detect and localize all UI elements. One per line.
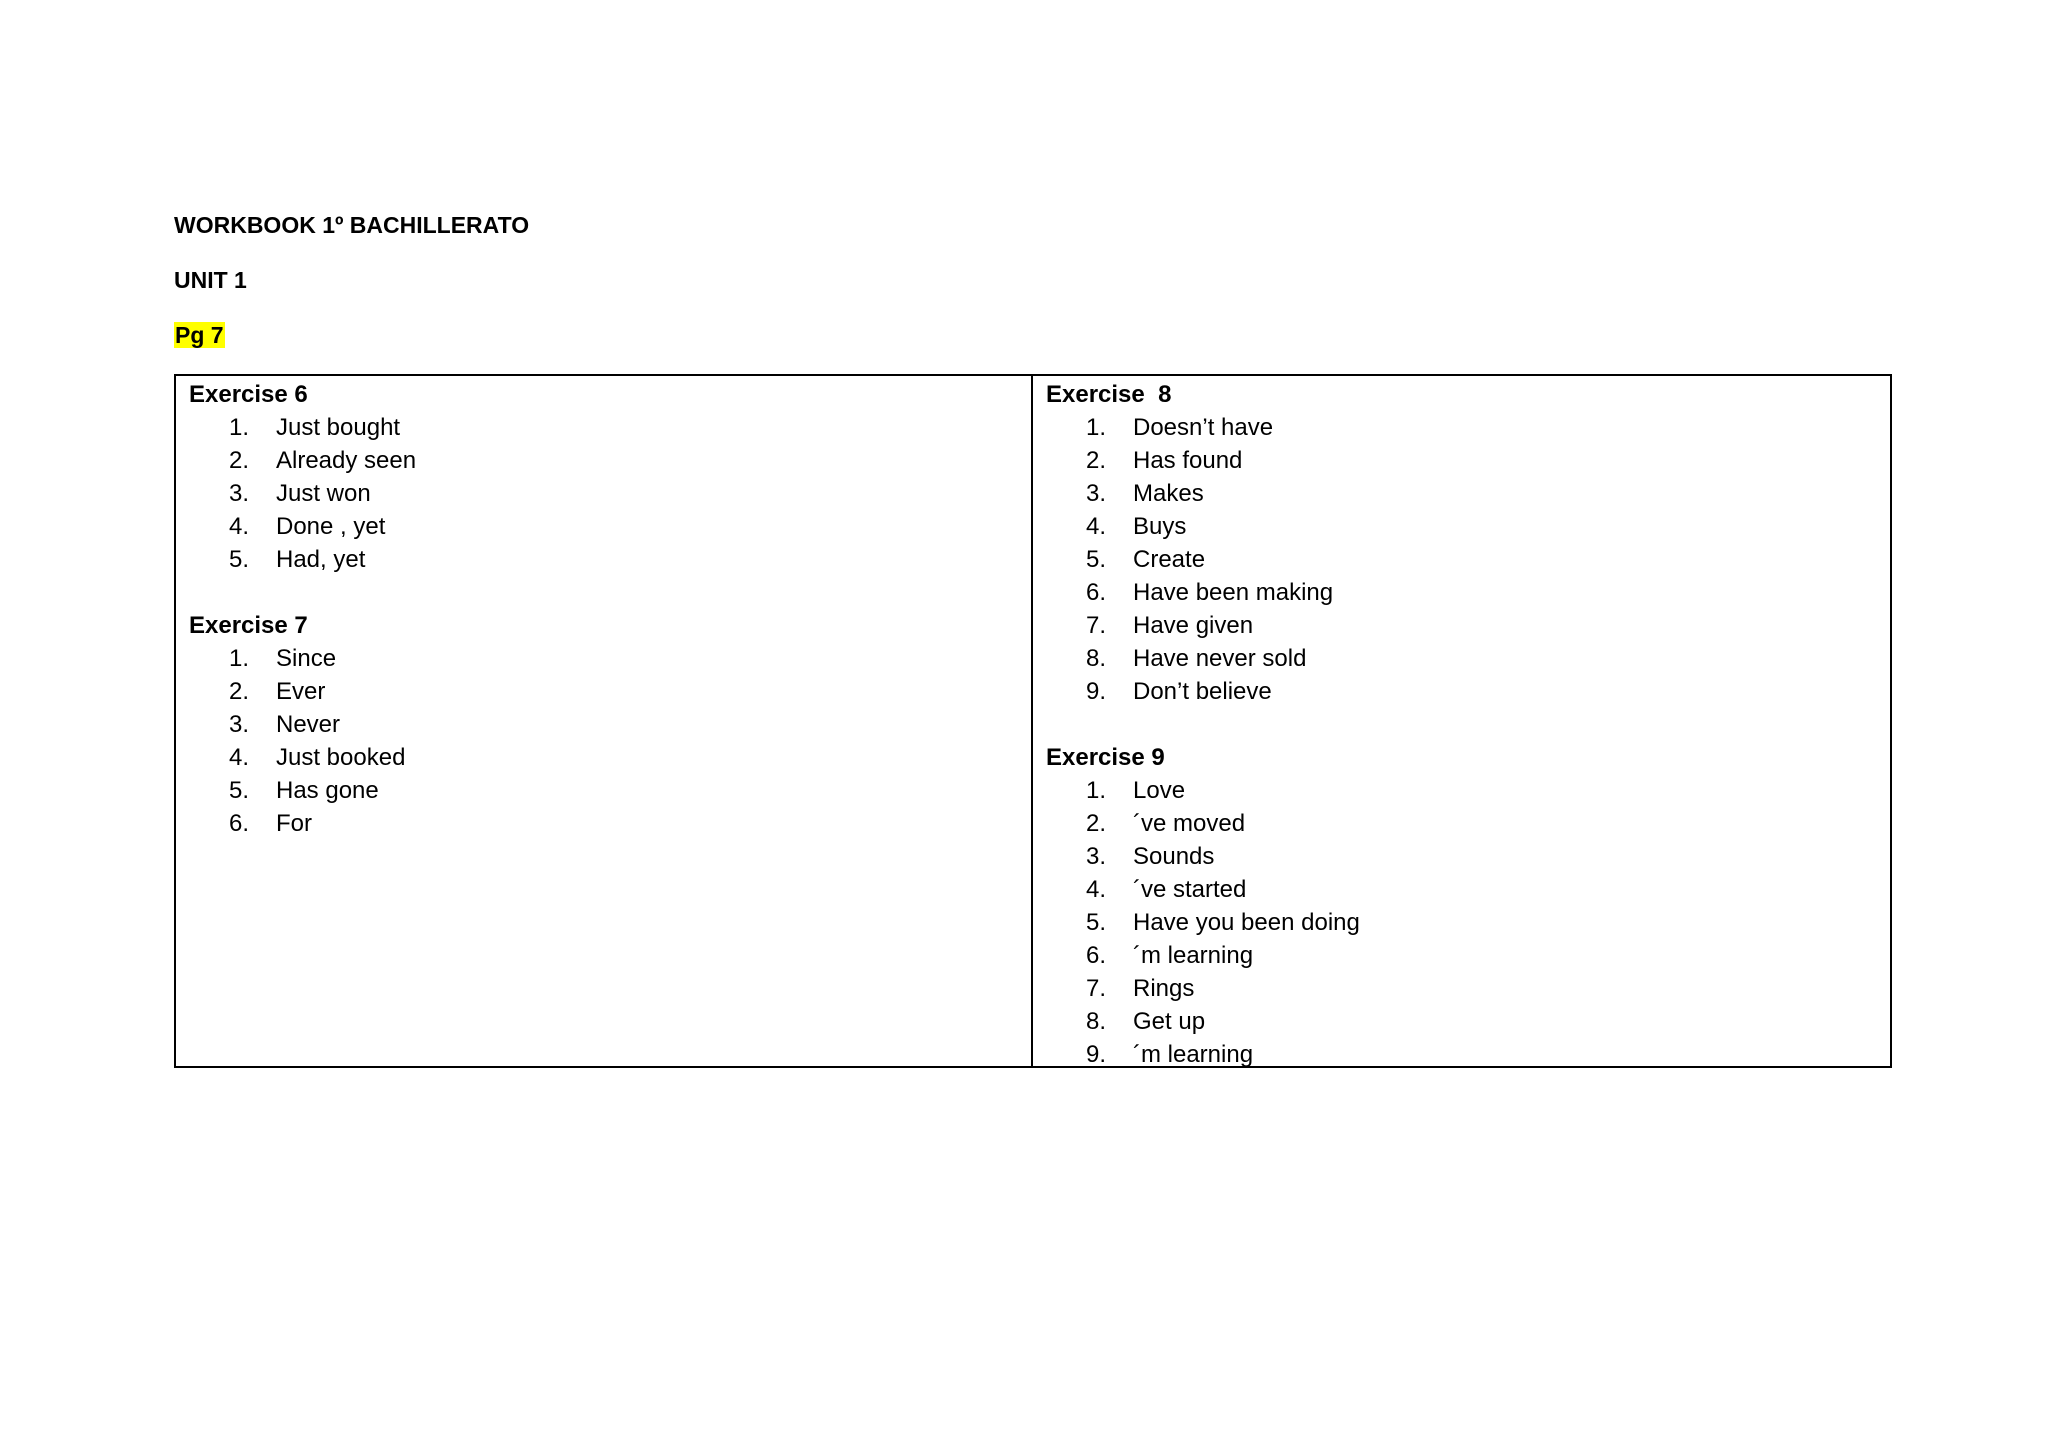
left-column [176, 376, 1033, 1066]
answer-text: Just booked [276, 744, 406, 771]
answer-text: Have given [1133, 612, 1254, 639]
list-number: 5. [1085, 909, 1106, 936]
list-number: 2. [1085, 447, 1106, 474]
list-number: 5. [228, 777, 249, 804]
exercise-7-list [189, 642, 1019, 840]
answer-text: Don’t believe [1133, 678, 1272, 705]
list-number: 2. [228, 447, 249, 474]
exercise-9-item [1046, 1005, 1878, 1038]
spacer [1046, 708, 1878, 741]
exercise-8-item [1046, 543, 1878, 576]
answer-table [174, 374, 1892, 1068]
answer-text: Has found [1133, 447, 1243, 474]
exercise-8-item [1046, 576, 1878, 609]
exercise-9-item [1046, 840, 1878, 873]
answer-text: Rings [1133, 975, 1195, 1002]
answer-text: ´m learning [1133, 1041, 1254, 1068]
list-number: 3. [228, 480, 249, 507]
list-number: 5. [1085, 546, 1106, 573]
list-number: 3. [1085, 480, 1106, 507]
exercise-9-item [1046, 873, 1878, 906]
exercise-9-list [1046, 774, 1878, 1071]
list-number: 2. [1085, 810, 1106, 837]
answer-text: Has gone [276, 777, 379, 804]
list-number: 4. [1085, 513, 1106, 540]
answer-text: Already seen [276, 447, 417, 474]
answer-text: Love [1133, 777, 1186, 804]
answer-text: Sounds [1133, 843, 1215, 870]
list-number: 1. [1085, 777, 1106, 804]
answer-text: Since [276, 645, 337, 672]
answer-text: Buys [1133, 513, 1187, 540]
exercise-8-item [1046, 477, 1878, 510]
answer-text: Just won [276, 480, 371, 507]
answer-text: Have been making [1133, 579, 1334, 606]
list-number: 4. [228, 513, 249, 540]
right-column [1033, 376, 1890, 1066]
list-number: 6. [1085, 942, 1106, 969]
answer-text: ´ve started [1133, 876, 1247, 903]
list-number: 4. [228, 744, 249, 771]
exercise-9-item [1046, 807, 1878, 840]
answer-text: Had, yet [276, 546, 366, 573]
answer-text: For [276, 810, 312, 837]
list-number: 8. [1085, 645, 1106, 672]
answer-text: Just bought [276, 414, 401, 441]
page-reference-highlight: Pg 7 [175, 322, 224, 348]
list-number: 1. [1085, 414, 1106, 441]
spacer [189, 576, 1019, 609]
exercise-7-item [189, 774, 1019, 807]
exercise-8-title: Exercise 8 [1046, 381, 1172, 408]
list-number: 4. [1085, 876, 1106, 903]
list-number: 5. [228, 546, 249, 573]
exercise-9-item [1046, 939, 1878, 972]
exercise-6-item [189, 543, 1019, 576]
list-number: 3. [228, 711, 249, 738]
exercise-6-list [189, 411, 1019, 576]
exercise-8-item [1046, 675, 1878, 708]
unit-title: UNIT 1 [174, 267, 247, 293]
exercise-8-item [1046, 411, 1878, 444]
answer-text: Never [276, 711, 341, 738]
exercise-8-list [1046, 411, 1878, 708]
exercise-9-item [1046, 774, 1878, 807]
exercise-6-title: Exercise 6 [189, 381, 308, 408]
exercise-6-item [189, 510, 1019, 543]
answer-text: Have you been doing [1133, 909, 1360, 936]
list-number: 1. [228, 414, 249, 441]
workbook-title: WORKBOOK 1º BACHILLERATO [174, 212, 530, 238]
exercise-9-item [1046, 972, 1878, 1005]
exercise-8-item [1046, 642, 1878, 675]
list-number: 3. [1085, 843, 1106, 870]
exercise-8-item [1046, 510, 1878, 543]
list-number: 6. [1085, 579, 1106, 606]
answer-text: ´m learning [1133, 942, 1254, 969]
exercise-7-item [189, 708, 1019, 741]
answer-text: Create [1133, 546, 1206, 573]
list-number: 1. [228, 645, 249, 672]
exercise-6-item [189, 411, 1019, 444]
exercise-8-item [1046, 444, 1878, 477]
exercise-7-item [189, 642, 1019, 675]
exercise-9-item [1046, 906, 1878, 939]
answer-text: Have never sold [1133, 645, 1307, 672]
answer-text: Ever [276, 678, 326, 705]
list-number: 6. [228, 810, 249, 837]
exercise-7-title: Exercise 7 [189, 612, 308, 639]
answer-text: Done , yet [276, 513, 386, 540]
answer-text: Doesn’t have [1133, 414, 1274, 441]
exercise-7-item [189, 675, 1019, 708]
exercise-6-item [189, 477, 1019, 510]
answer-text: Get up [1133, 1008, 1206, 1035]
page-reference [174, 320, 225, 350]
list-number: 2. [228, 678, 249, 705]
exercise-7-item [189, 741, 1019, 774]
exercise-9-title: Exercise 9 [1046, 744, 1165, 771]
exercise-9-item [1046, 1038, 1878, 1071]
exercise-7-item [189, 807, 1019, 840]
exercise-6-item [189, 444, 1019, 477]
list-number: 7. [1085, 975, 1106, 1002]
exercise-8-item [1046, 609, 1878, 642]
answer-text: ´ve moved [1133, 810, 1246, 837]
answer-text: Makes [1133, 480, 1204, 507]
list-number: 8. [1085, 1008, 1106, 1035]
list-number: 7. [1085, 612, 1106, 639]
list-number: 9. [1085, 678, 1106, 705]
list-number: 9. [1085, 1041, 1106, 1068]
